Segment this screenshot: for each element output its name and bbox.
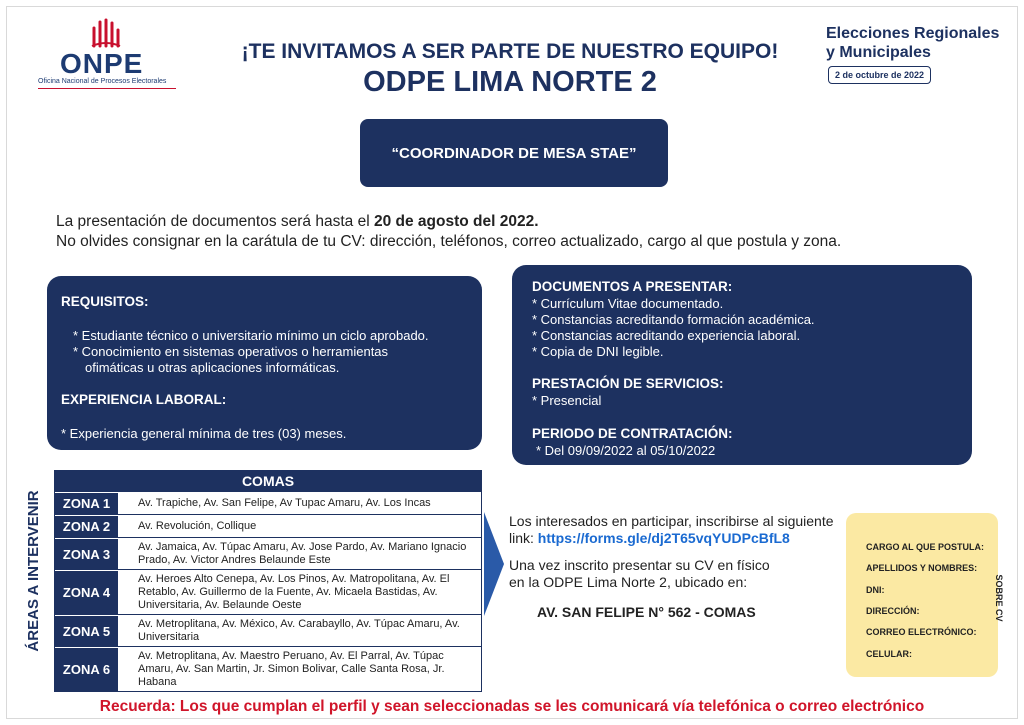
apply-link-prefix: link: [509, 530, 538, 546]
intro-cv-note: No olvides consignar en la carátula de tu CV: dirección, teléfonos, correo actualizado, cargo al que postula y zona. [56, 233, 842, 250]
apply-link-line [509, 530, 790, 547]
intro-deadline [56, 212, 841, 232]
headline-office: ODPE LIMA NORTE 2 [363, 66, 657, 98]
envelope-vertical-label [986, 568, 1006, 628]
requirements-title: REQUISITOS: [61, 294, 149, 309]
table-row [55, 614, 481, 646]
role-banner [360, 119, 668, 187]
zone-label: ZONA 1 [55, 492, 118, 514]
areas-label-text: ÁREAS A INTERVENIR [25, 490, 42, 652]
election-title [826, 24, 999, 62]
hand-icon [88, 18, 128, 48]
logo-rule [38, 88, 176, 89]
office-address: AV. SAN FELIPE N° 562 - COMAS [537, 604, 756, 620]
zones-table-header: COMAS [55, 471, 481, 491]
table-row [55, 646, 481, 691]
zone-label: ZONA 3 [55, 538, 118, 569]
document-item: * Constancias acreditando experiencia laboral. [532, 328, 801, 343]
document-item: * Currículum Vitae documentado. [532, 296, 724, 311]
period-title: PERIODO DE CONTRATACIÓN: [532, 426, 733, 441]
requirement-item: * Estudiante técnico o universitario mínimo un ciclo aprobado. [73, 328, 429, 343]
experience-title: EXPERIENCIA LABORAL: [61, 392, 227, 407]
apply-instructions: Los interesados en participar, inscribirse al siguiente [509, 513, 834, 529]
zone-label: ZONA 5 [55, 615, 118, 646]
zone-streets: Av. Trapiche, Av. San Felipe, Av Tupac Amaru, Av. Los Incas [138, 496, 431, 509]
documents-panel [512, 265, 972, 465]
period-item: * Del 09/09/2022 al 05/10/2022 [536, 443, 716, 458]
areas-vertical-label [16, 455, 46, 687]
envelope-field: DIRECCIÓN: [866, 606, 920, 616]
apply-form-link[interactable]: https://forms.gle/dj2T65vqYUDPcBfL8 [537, 530, 790, 546]
role-title: “COORDINADOR DE MESA STAE” [391, 144, 637, 162]
arrow-right-icon [484, 512, 504, 616]
zone-label: ZONA 2 [55, 515, 118, 537]
zone-streets: Av. Revolución, Collique [138, 519, 257, 532]
footer-reminder: Recuerda: Los que cumplan el perfil y sean seleccionadas se les comunicará vía telefónica o correo electrónico [99, 698, 925, 715]
table-row [55, 514, 481, 537]
envelope-card [846, 513, 1004, 677]
zone-label: ZONA 4 [55, 570, 118, 614]
zones-table [54, 470, 482, 692]
requirement-item: * Conocimiento en sistemas operativos o herramientas [73, 344, 389, 359]
documents-title: DOCUMENTOS A PRESENTAR: [532, 279, 733, 294]
intro-deadline-date: 20 de agosto del 2022. [373, 213, 539, 230]
table-row [55, 491, 481, 514]
document-item: * Copia de DNI legible. [532, 344, 664, 359]
intro-deadline-prefix: La presentación de documentos será hasta el [56, 213, 374, 230]
requirement-item: ofimáticas u otras aplicaciones informáticas. [85, 360, 340, 375]
experience-item: * Experiencia general mínima de tres (03) meses. [61, 426, 347, 441]
onpe-logo [38, 18, 188, 90]
zone-streets: Av. Metroplitana, Av. Maestro Peruano, Av. El Parral, Av. Túpac Amaru, Av. San Martin, Jr. Simon Bolivar, Calle Santa Rosa, Jr. Habana [138, 649, 445, 688]
envelope-field: DNI: [866, 585, 885, 595]
envelope-field: CELULAR: [866, 649, 912, 659]
zone-label: ZONA 6 [55, 647, 118, 691]
envelope-label-text: SOBRE CV [994, 574, 1004, 622]
document-item: * Constancias acreditando formación académica. [532, 312, 815, 327]
envelope-field: APELLIDOS Y NOMBRES: [866, 563, 978, 573]
requirements-panel [47, 276, 482, 450]
envelope-field: CORREO ELECTRÓNICO: [866, 627, 977, 637]
apply-location-instructions: en la ODPE Lima Norte 2, ubicado en: [509, 574, 748, 590]
apply-cv-instructions: Una vez inscrito presentar su CV en físico [509, 557, 770, 573]
service-title: PRESTACIÓN DE SERVICIOS: [532, 376, 724, 391]
zone-streets: Av. Metroplitana, Av. México, Av. Carabayllo, Av. Túpac Amaru, Av. Universitaria [138, 617, 460, 643]
zone-streets: Av. Heroes Alto Cenepa, Av. Los Pinos, Av. Matropolitana, Av. El Retablo, Av. Guillermo de la Fuente, Av. Micaela Bastidas, Av. Universitaria, Av. Belaunde Oeste [138, 572, 450, 611]
envelope-field: CARGO AL QUE POSTULA: [866, 542, 985, 552]
service-item: * Presencial [532, 393, 602, 408]
table-row [55, 537, 481, 569]
zone-streets: Av. Jamaica, Av. Túpac Amaru, Av. Jose Pardo, Av. Mariano Ignacio Prado, Av. Victor Andres Belaunde Este [138, 540, 467, 566]
logo-subtitle: Oficina Nacional de Procesos Electorales [38, 78, 167, 85]
election-title-line1: Elecciones Regionales [826, 25, 1000, 42]
headline-invite: ¡TE INVITAMOS A SER PARTE DE NUESTRO EQUIPO! [241, 40, 779, 63]
election-title-line2: y Municipales [826, 44, 931, 61]
table-row [55, 569, 481, 614]
election-date-badge: 2 de octubre de 2022 [828, 66, 931, 84]
logo-wordmark: ONPE [60, 48, 144, 79]
intro-text [56, 212, 841, 252]
